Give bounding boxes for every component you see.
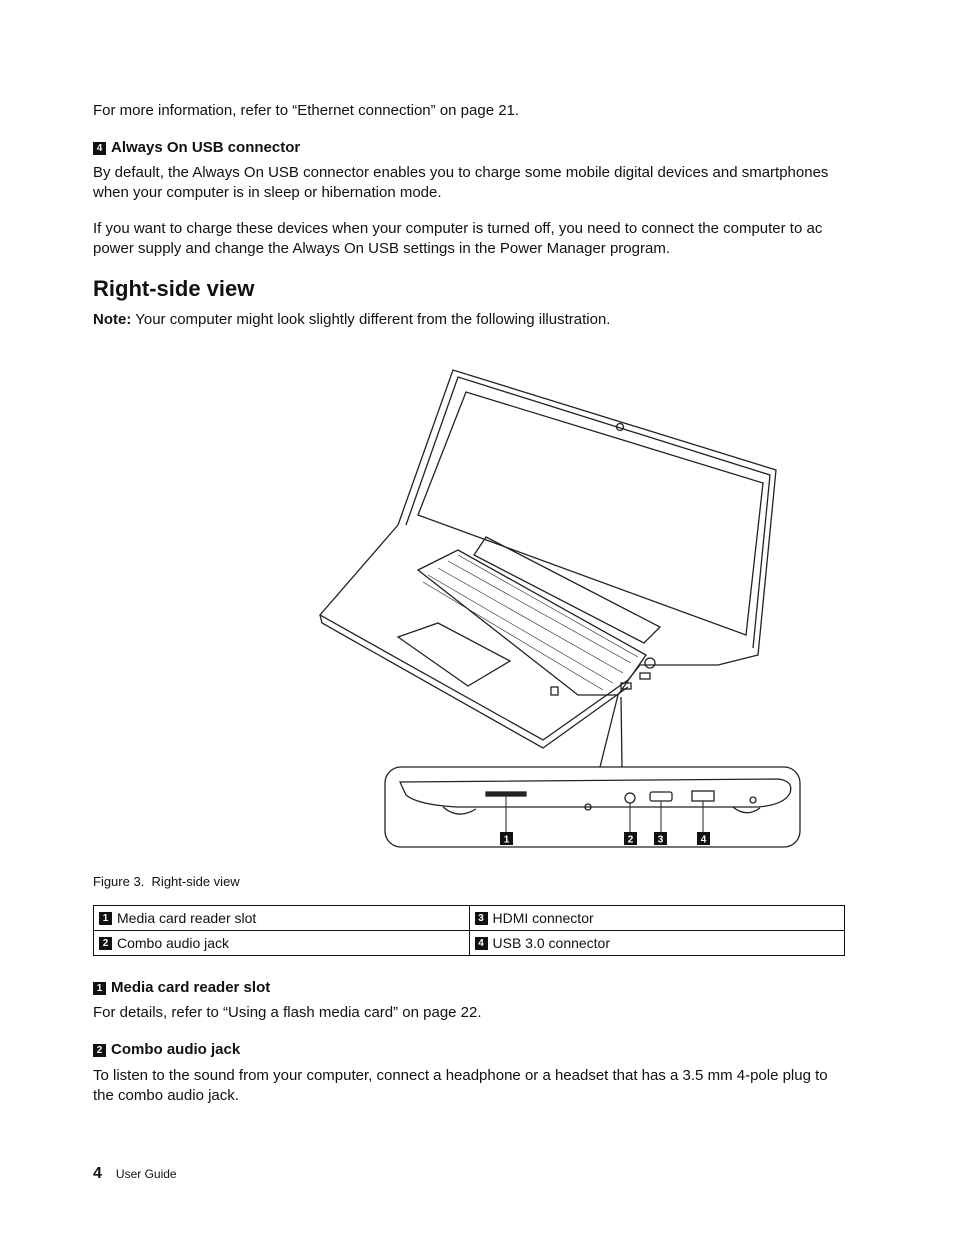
section-title: Right-side view xyxy=(93,276,255,301)
foot-right xyxy=(733,807,760,813)
callout-badge: 4 xyxy=(475,937,488,950)
callout-badge: 2 xyxy=(99,937,112,950)
fingerprint-reader-icon xyxy=(551,687,558,695)
legend-table xyxy=(93,905,845,956)
legend-label: Combo audio jack xyxy=(117,935,230,951)
figure-callout-3-text: 3 xyxy=(657,834,664,846)
legend-label: Media card reader slot xyxy=(117,910,257,926)
figure-callout-4-text: 4 xyxy=(700,834,707,846)
media-heading-text: Media card reader slot xyxy=(111,979,271,996)
audio-heading xyxy=(93,1040,240,1060)
usb-heading-text: Always On USB connector xyxy=(111,139,301,156)
media-heading xyxy=(93,978,270,998)
audio-paragraph: To listen to the sound from your computer, connect a headphone or a headset that has a 3.5 mm 4-pole plug to the combo audio jack. xyxy=(93,1067,828,1104)
card-slot-shape xyxy=(486,792,526,796)
legend-label: USB 3.0 connector xyxy=(492,935,611,951)
laptop-illustration xyxy=(288,365,808,855)
keyboard-area xyxy=(418,550,646,695)
laptop-base-top xyxy=(320,525,718,740)
note-label: Note: xyxy=(93,311,132,328)
legend-cell xyxy=(94,931,470,956)
intro-paragraph: For more information, refer to “Ethernet connection” on page 21. xyxy=(93,102,520,119)
hdmi-port-shape xyxy=(650,792,672,801)
figure-caption-label: Figure 3. xyxy=(93,874,145,889)
power-button-icon xyxy=(645,658,655,668)
usb-port-shape xyxy=(692,791,714,801)
figure-callout-1-text: 1 xyxy=(503,834,510,846)
note-paragraph xyxy=(93,310,610,330)
legend-cell xyxy=(94,906,470,931)
laptop-base-edge xyxy=(320,615,628,748)
note-text: Your computer might look slightly different from the following illustration. xyxy=(135,311,611,328)
legend-label: HDMI connector xyxy=(492,910,594,926)
table-row xyxy=(94,931,845,956)
figure-caption-text: Right-side view xyxy=(151,874,240,889)
laptop-lid-outline xyxy=(398,370,776,665)
table-row xyxy=(94,906,845,931)
foot-left xyxy=(443,807,476,814)
usb-paragraph-2: If you want to charge these devices when your computer is turned off, you need to connect the computer to ac power supply and change the Always On USB settings in the Power Manager program. xyxy=(93,220,823,257)
audio-jack-shape xyxy=(625,793,635,803)
figure-caption xyxy=(93,873,240,891)
legend-cell xyxy=(469,931,845,956)
callout-badge: 4 xyxy=(93,142,106,155)
laptop-screen xyxy=(418,392,763,635)
laptop-lid-inner xyxy=(406,377,770,648)
laptop-port-hdmi xyxy=(640,673,650,679)
usb-heading xyxy=(93,138,300,158)
side-profile xyxy=(400,779,791,807)
usb-paragraph-1: By default, the Always On USB connector enables you to charge some mobile digital devices and smartphones when your computer is in sleep or hibernation mode. xyxy=(93,164,829,201)
figure-callout-2-text: 2 xyxy=(627,834,634,846)
callout-badge: 1 xyxy=(99,912,112,925)
indicator-right xyxy=(750,797,756,803)
legend-cell xyxy=(469,906,845,931)
media-paragraph: For details, refer to “Using a flash media card” on page 22. xyxy=(93,1004,482,1021)
page-footer xyxy=(93,1165,177,1183)
callout-badge: 2 xyxy=(93,1044,106,1057)
footer-guide-title: User Guide xyxy=(115,1167,177,1181)
page-number: 4 xyxy=(93,1165,102,1182)
audio-heading-text: Combo audio jack xyxy=(111,1041,241,1058)
callout-badge: 1 xyxy=(93,982,106,995)
callout-badge: 3 xyxy=(475,912,488,925)
leader-line-right xyxy=(621,697,622,767)
touchpad xyxy=(398,623,510,686)
